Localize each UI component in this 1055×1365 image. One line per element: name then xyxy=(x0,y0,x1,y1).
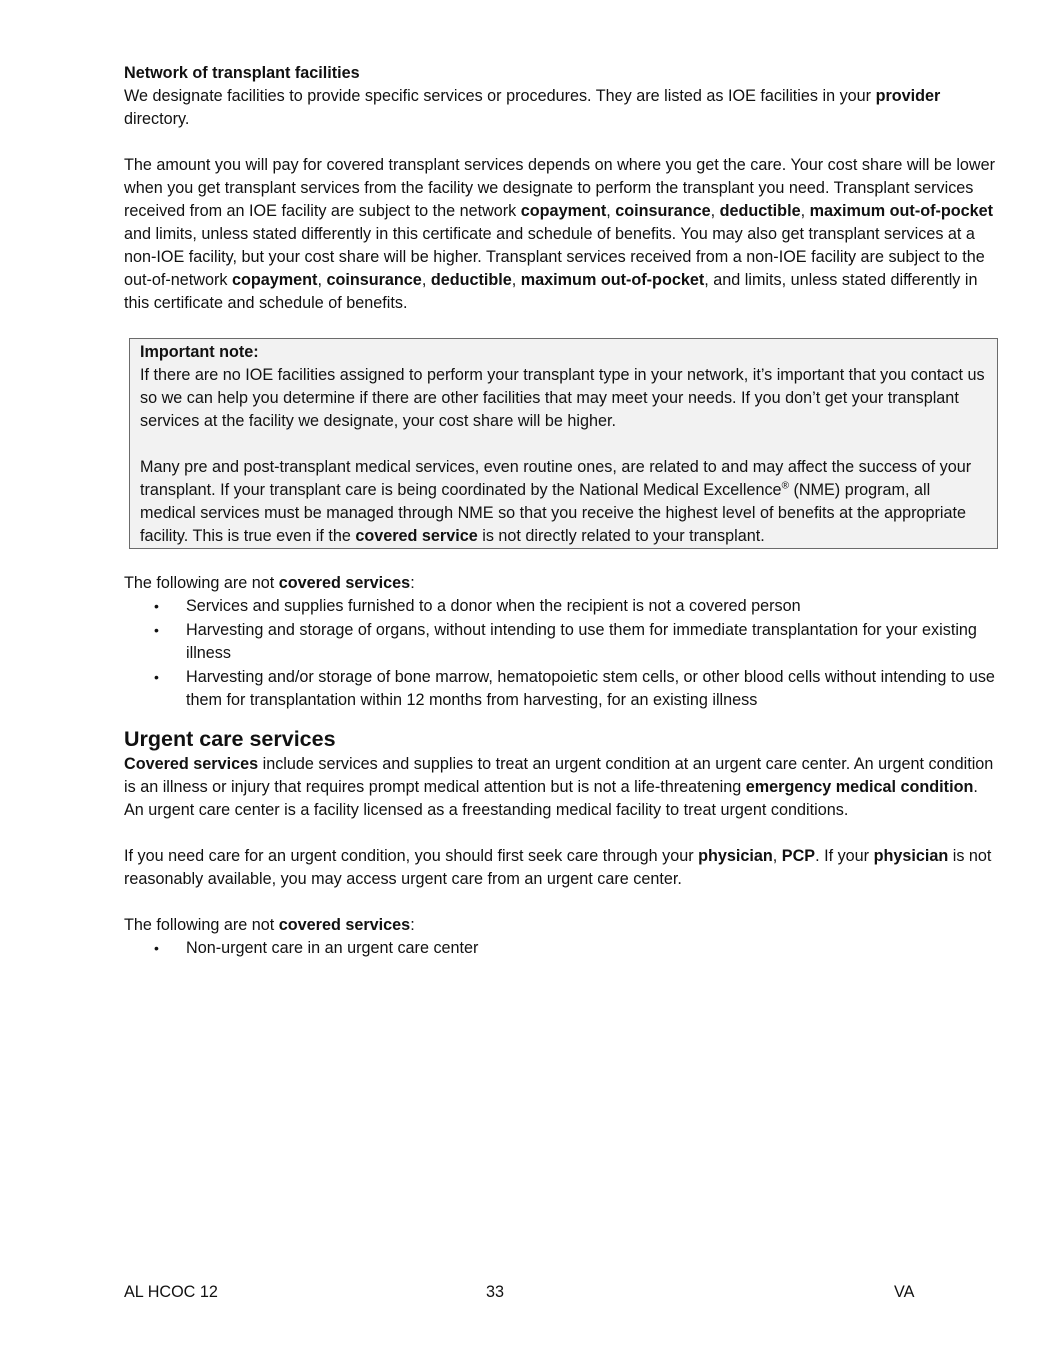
bullet-icon: • xyxy=(154,622,159,638)
footer-document-code: AL HCOC 12 xyxy=(124,1283,218,1301)
important-note-paragraph-1: If there are no IOE facilities assigned to perform your transplant type in your network, it’s important that you contact us so we can help you determine if there are other facilities that may meet your needs. If you don’t get your transplant services at the facility we designate, your cost share will be higher. xyxy=(140,366,985,430)
important-note-box xyxy=(129,338,998,549)
bullet-icon: • xyxy=(154,598,159,614)
paragraph-cost-share: The amount you will pay for covered transplant services depends on where you get the care. Your cost share will be lower when you get transplant services from the facility we designate to perform the transplant you need. Transplant services received from an IOE facility are subject to the network copayment, coinsurance, deductible, maximum out-of-pocket and limits, unless stated differently in this certificate and schedule of benefits. You may also get transplant services at a non-IOE facility, but your cost share will be higher. Transplant services received from a non-IOE facility are subject to the out-of-network copayment, coinsurance, deductible, maximum out-of-pocket, and limits, unless stated differently in this certificate and schedule of benefits. xyxy=(124,156,996,312)
urgent-exclusions-intro: The following are not covered services: xyxy=(124,916,415,934)
list-item: • Harvesting and/or storage of bone marrow, hematopoietic stem cells, or other blood cells without intending to use them for transplantation within 12 months from harvesting, for an existing illness xyxy=(154,668,995,709)
exclusions-intro: The following are not covered services: xyxy=(124,574,415,592)
document-page xyxy=(124,62,996,961)
section-heading-transplant-facilities: Network of transplant facilities xyxy=(124,64,360,82)
section-heading-urgent-care: Urgent care services xyxy=(124,727,336,751)
paragraph-ioe-designation: We designate facilities to provide specific services or procedures. They are listed as IOE facilities in your provider directory. xyxy=(124,87,941,128)
paragraph-urgent-definition: Covered services include services and supplies to treat an urgent condition at an urgent care center. An urgent condition is an illness or injury that requires prompt medical attention but is not a life-threatening emergency medical condition. An urgent care center is a facility licensed as a freestanding medical facility to treat urgent conditions. xyxy=(124,755,994,819)
list-item: • Non-urgent care in an urgent care center xyxy=(124,937,996,960)
important-note-paragraph-2: Many pre and post-transplant medical services, even routine ones, are related to and may affect the success of your transplant. If your transplant care is being coordinated by the National Medical Excellence® (NME) program, all medical services must be managed through NME so that you receive the highest level of benefits at the appropriate facility. This is true even if the covered service is not directly related to your transplant. xyxy=(140,458,972,545)
paragraph-urgent-access: If you need care for an urgent condition, you should first seek care through your physician, PCP. If your physician is not reasonably available, you may access urgent care from an urgent care center. xyxy=(124,847,992,888)
important-note-heading: Important note: xyxy=(140,343,259,361)
bullet-icon: • xyxy=(154,669,159,685)
bullet-icon: • xyxy=(154,940,159,956)
urgent-exclusions-list xyxy=(124,937,996,960)
list-item: • Services and supplies furnished to a donor when the recipient is not a covered person xyxy=(124,595,996,618)
footer-state: VA xyxy=(894,1283,915,1301)
footer-page-number: 33 xyxy=(486,1283,505,1301)
list-item: • Harvesting and storage of organs, without intending to use them for immediate transplantation for your existing illness xyxy=(154,621,977,662)
exclusions-list xyxy=(124,595,996,712)
